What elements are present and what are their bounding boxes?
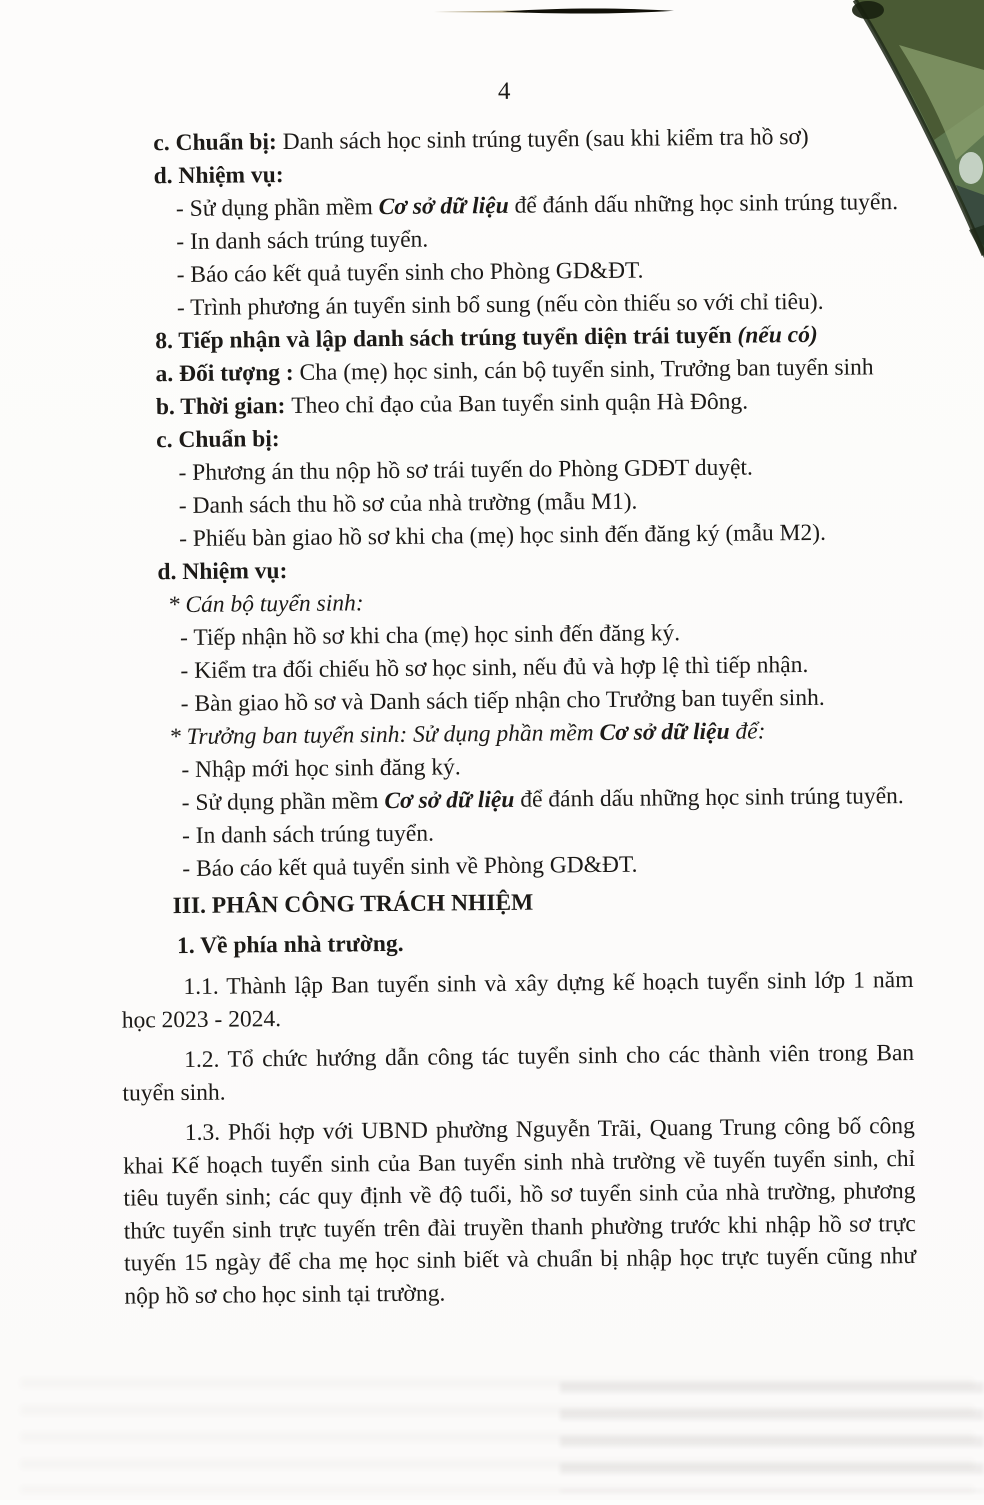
document-body [113,120,916,1313]
text-run: Danh sách học sinh trúng tuyển (sau khi kiểm tra hồ sơ) [282,123,809,156]
text-run: - Sử dụng phần mềm [181,788,385,817]
text-run: - Báo cáo kết quả tuyển sinh cho Phòng GD&ĐT. [176,257,644,289]
text-run: 1.2. Tổ chức hướng dẫn công tác tuyển sinh cho các thành viên trong Ban tuyển sinh. [122,1039,915,1107]
paragraph [121,964,914,1037]
text-run: Theo chỉ đạo của Ban tuyển sinh quận Hà Đông. [291,388,749,419]
paragraph [122,1037,915,1110]
text-line [121,923,913,964]
text-line [121,883,913,924]
text-run: - Kiểm tra đối chiếu hồ sơ học sinh, nếu đủ và hợp lệ thì tiếp nhận. [180,651,809,685]
text-run: - Trình phương án tuyển sinh bổ sung (nếu còn thiếu so với chỉ tiêu). [176,288,824,322]
text-run: d. Nhiệm vụ: [157,557,288,586]
text-run: Cơ sở dữ liệu [384,786,515,815]
text-run: b. Thời gian: [155,392,292,421]
text-run: * Trưởng ban tuyển sinh: Sử dụng phần mềm [168,720,600,751]
text-run: - Phương án thu nộp hồ sơ trái tuyến do Phòng GDĐT duyệt. [178,454,753,487]
text-run: 8. Tiếp nhận và lập danh sách trúng tuyển diện trái tuyến [155,322,738,355]
text-run: Cơ sở dữ liệu [378,192,509,221]
text-run: - Danh sách thu hồ sơ của nhà trường (mẫu M1). [178,488,638,520]
text-run: để đánh dấu những học sinh trúng tuyển. [514,783,904,813]
text-run: - Bàn giao hồ sơ và Danh sách tiếp nhận cho Trưởng ban tuyển sinh. [180,684,825,718]
text-run: d. Nhiệm vụ: [153,162,284,190]
text-run: để đánh dấu những học sinh trúng tuyển. [508,189,899,219]
text-run: c. Chuẩn bị: [156,426,280,454]
page-number: 4 [497,77,512,105]
text-run: Cha (mẹ) học sinh, cán bộ tuyển sinh, Trưởng ban tuyển sinh [299,354,874,386]
text-run: 1.3. Phối hợp với UBND phường Nguyễn Trãi, Quang Trung công bố công khai Kế hoạch tuyển sinh của Ban tuyển sinh nhà trường về tuyến tuyển sinh, chỉ tiêu tuyển sinh; các quy định về độ tuổi, hồ sơ tuyển sinh của nhà trường, phương thức tuyển sinh trực tuyến trên đài truyền thanh phường trước khi nhập hồ sơ trực tuyến 15 ngày để cha mẹ học sinh biết và chuẩn bị nhập học trực tuyến cũng như nộp hồ sơ cho học sinh tại trường. [123,1112,917,1310]
paragraph [123,1110,917,1313]
text-run: - Báo cáo kết quả tuyển sinh về Phòng GD&ĐT. [182,851,638,883]
text-run: - In danh sách trúng tuyển. [176,226,429,256]
text-line [120,846,912,887]
text-run: - Tiếp nhận hồ sơ khi cha (mẹ) học sinh đến đăng ký. [179,620,681,652]
text-run: (nếu có) [737,321,818,349]
text-run: a. Đối tượng : [155,359,300,388]
text-run: - Nhập mới học sinh đăng ký. [181,754,461,784]
text-run: - In danh sách trúng tuyển. [181,820,435,850]
text-run: - Sử dụng phần mềm [175,194,379,223]
text-run: * Cán bộ tuyển sinh: [167,590,364,619]
text-run: - Phiếu bàn giao hồ sơ khi cha (mẹ) học sinh đến đăng ký (mẫu M2). [179,519,827,553]
text-run: 1. Về phía nhà trường. [176,930,404,960]
ink-bleed-through-right [560,1382,984,1492]
text-run: c. Chuẩn bị: [153,129,283,157]
text-run: 1.1. Thành lập Ban tuyển sinh và xây dựng kế hoạch tuyển sinh lớp 1 năm học 2023 - 2024. [121,967,914,1034]
text-run: III. PHÂN CÔNG TRÁCH NHIỆM [172,889,534,920]
text-run: để: [729,718,766,745]
text-run: Cơ sở dữ liệu [599,718,730,747]
